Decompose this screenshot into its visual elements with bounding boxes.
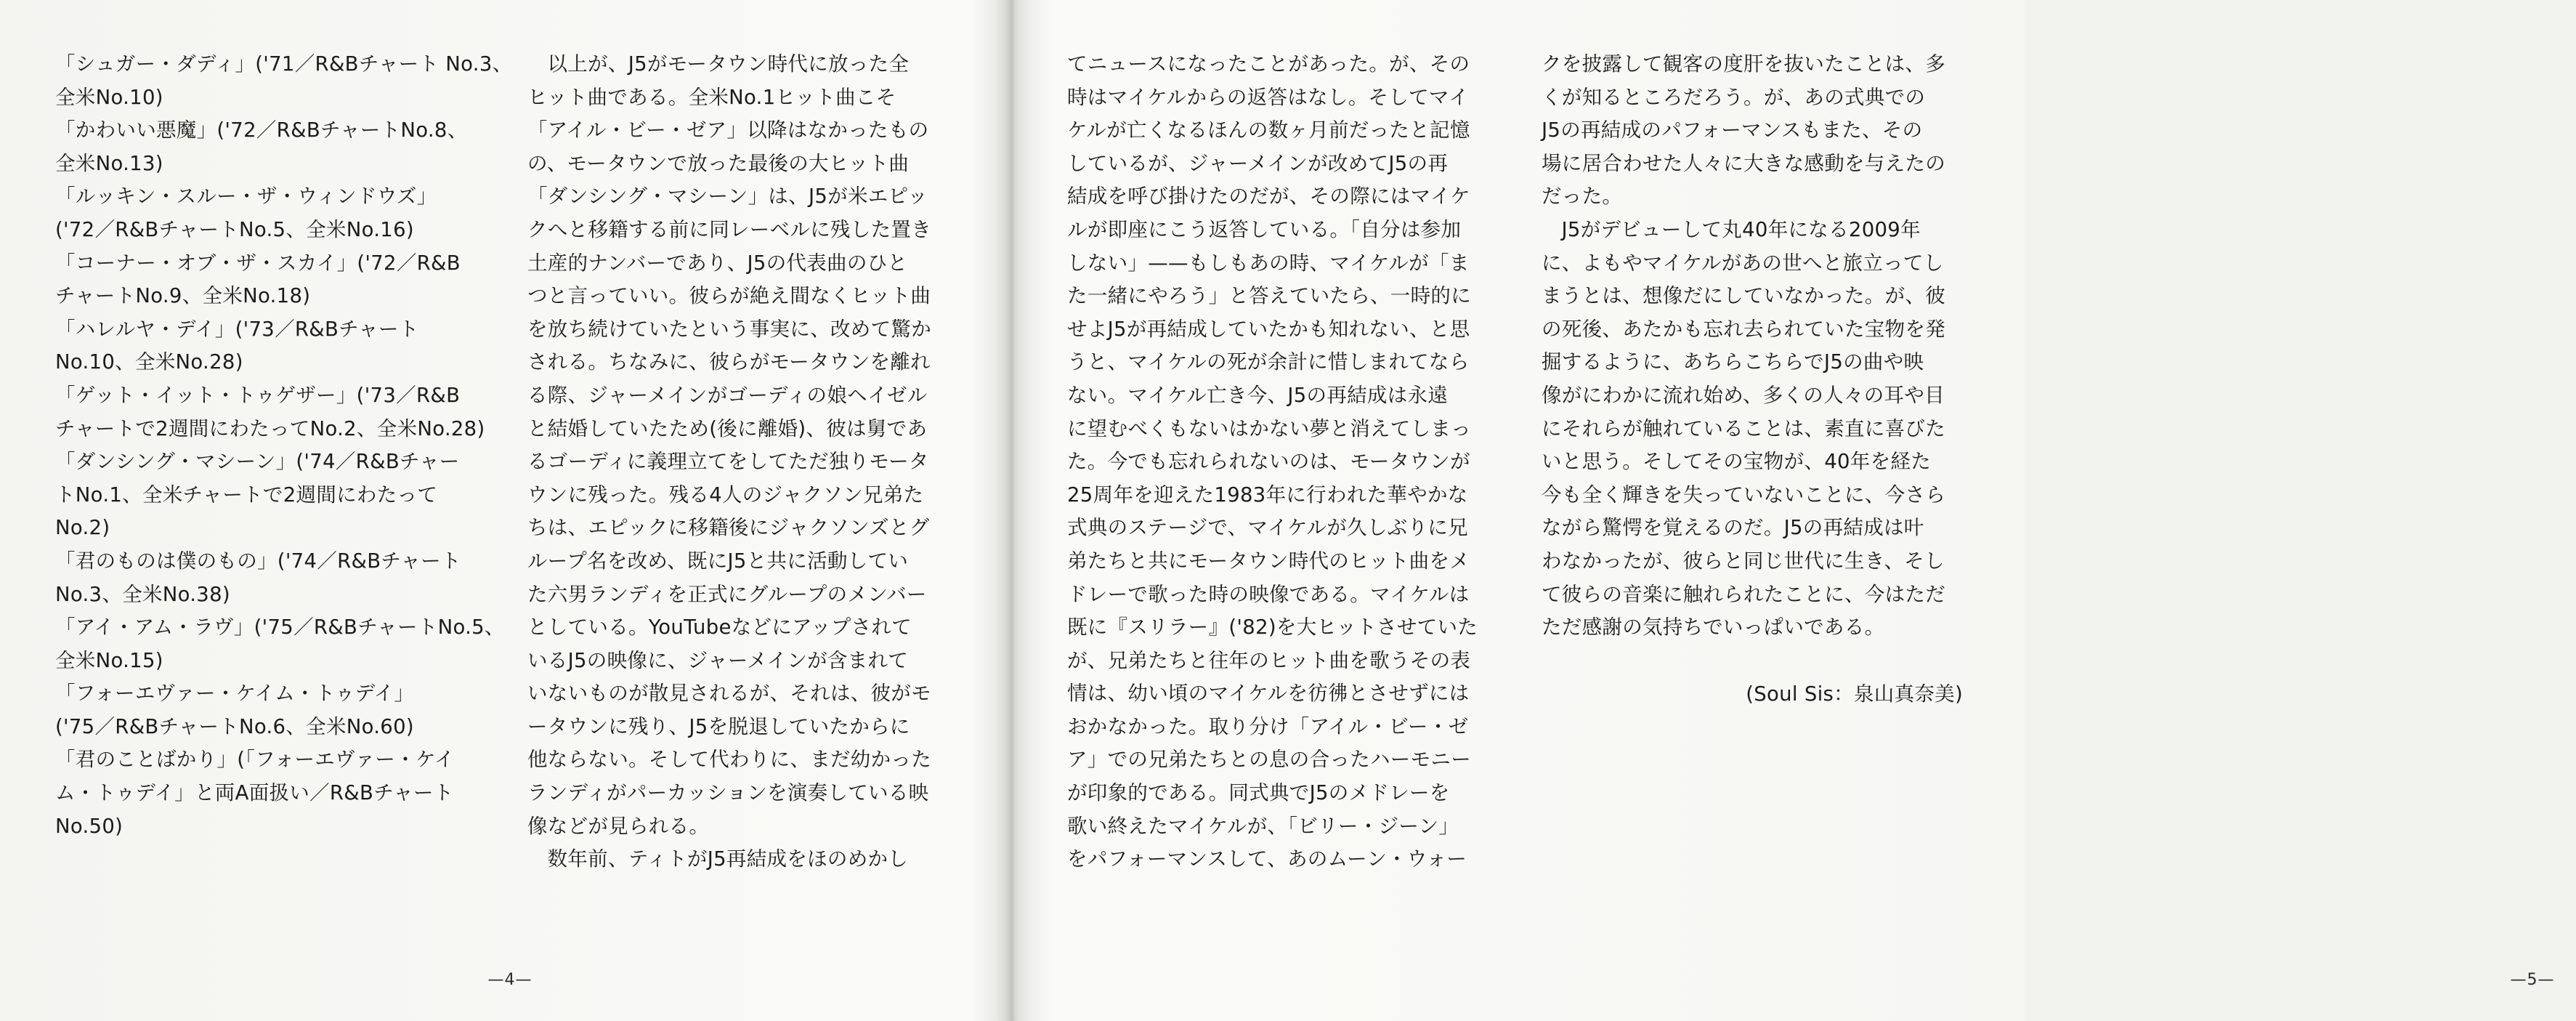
text-line: 像などが見られる。 (527, 814, 710, 838)
text-line: 既に『スリラー』('82)を大ヒットさせていた (1067, 616, 1478, 639)
text-line: ム・トゥデイ」と両A面扱い／R&Bチャート (55, 781, 454, 805)
text-line: ウンに残った。残る4人のジャクソン兄弟た (527, 483, 924, 507)
text-line: 今も全く輝きを失っていないことに、今さら (1542, 483, 1945, 507)
text-line: ループ名を改め、既にJ5と共に活動してい (527, 549, 909, 573)
text-line: を放ち続けていたという事実に、改めて驚か (527, 317, 931, 341)
text-line: まうとは、想像だにしていなかった。が、彼 (1542, 284, 1945, 308)
page-number: —5— (2510, 971, 2555, 989)
text-line: ただ感謝の気持ちでいっぱいである。 (1542, 616, 1885, 639)
text-line: た。今でも忘れられないのは、モータウンが (1067, 450, 1470, 474)
chart-history-column (55, 48, 513, 843)
text-line: 場に居合わせた人々に大きな感動を与えたの (1542, 151, 1945, 175)
text-line: チャートNo.9、全米No.18) (55, 284, 311, 308)
text-line: 歌い終えたマイケルが、「ビリー・ジーン」 (1067, 814, 1459, 838)
text-line: チャートで2週間にわたってNo.2、全米No.28) (55, 416, 485, 440)
text-line: 「かわいい悪魔」('72／R&BチャートNo.8、 (55, 118, 468, 142)
text-line: るゴーディに義理立てをしてただ独りモータ (527, 450, 929, 474)
text-line: ('72／R&BチャートNo.5、全米No.16) (55, 217, 414, 241)
text-line: ア」での兄弟たちとの息の合ったハーモニー (1067, 748, 1471, 772)
text-line: 式典のステージで、マイケルが久しぶりに兄 (1067, 516, 1468, 540)
text-line: 像がにわかに流れ始め、多くの人々の耳や目 (1542, 383, 1945, 407)
text-line: No.3、全米No.38) (55, 582, 230, 606)
text-line: J5の再結成のパフォーマンスもまた、その (1542, 118, 1923, 142)
text-line: ータウンに残り、J5を脱退していたからに (527, 714, 910, 738)
text-line: No.2) (55, 516, 110, 540)
text-line: 全米No.10) (55, 85, 163, 109)
text-line: しない」——もしもあの時、マイケルが「ま (1067, 251, 1470, 275)
text-line: 情は、幼い頃のマイケルを彷彿とさせずには (1067, 682, 1470, 706)
text-line: 他ならない。そして代わりに、まだ幼かった (527, 748, 931, 772)
text-line: おかなかった。取り分け「アイル・ビー・ゼ (1067, 714, 1469, 738)
text-line: てニュースになったことがあった。が、その (1067, 52, 1470, 76)
text-line: が印象的である。同式典でJ5のメドレーを (1067, 781, 1450, 805)
essay-column-3 (1542, 48, 1992, 711)
text-line: される。ちなみに、彼らがモータウンを離れ (527, 350, 931, 374)
text-line: いと思う。そしてその宝物が、40年を経た (1542, 450, 1931, 474)
essay-column-1 (527, 48, 963, 876)
text-line: ケルが亡くなるほんの数ヶ月前だったと記憶 (1067, 118, 1470, 142)
text-line: No.10、全米No.28) (55, 350, 243, 374)
text-line: 以上が、J5がモータウン時代に放った全 (547, 52, 910, 76)
text-line: 「ルッキン・スルー・ザ・ウィンドウズ」 (55, 185, 437, 209)
text-line: て彼らの音楽に触れられたことに、今はただ (1542, 582, 1945, 606)
text-line: 「シュガー・ダディ」('71／R&Bチャート No.3、 (55, 52, 513, 76)
text-line: 結成を呼び掛けたのだが、その際にはマイケ (1067, 185, 1470, 209)
text-line: に望むべくもないはかない夢と消えてしまっ (1067, 416, 1471, 440)
text-line: の死後、あたかも忘れ去られていた宝物を発 (1542, 317, 1945, 341)
text-line: しているが、ジャーメインが改めてJ5の再 (1067, 151, 1449, 175)
text-line: が、兄弟たちと往年のヒット曲を歌うその表 (1067, 648, 1471, 672)
author-byline: (Soul Sis：泉山真奈美) (1746, 682, 1963, 706)
text-line: ちは、エピックに移籍後にジャクソンズとグ (527, 516, 930, 540)
essay-column-2 (1067, 48, 1503, 876)
text-line: うと、マイケルの死が余計に惜しまれてなら (1067, 350, 1470, 374)
text-line: 掘するように、あちらこちらでJ5の曲や映 (1542, 350, 1924, 374)
text-line: 弟たちと共にモータウン時代のヒット曲をメ (1067, 549, 1470, 573)
text-line: わなかったが、彼らと同じ世代に生き、そし (1542, 549, 1945, 573)
text-line: ない。マイケル亡き今、J5の再結成は永遠 (1067, 383, 1449, 407)
text-line: 「君のものは僕のもの」('74／R&Bチャート (55, 549, 461, 573)
text-line: としている。YouTubeなどにアップされて (527, 616, 912, 639)
text-line: と結婚していたため(後に離婚)、彼は舅であ (527, 416, 928, 440)
text-line: の、モータウンで放った最後の大ヒット曲 (527, 151, 910, 175)
text-line: ヒット曲である。全米No.1ヒット曲こそ (527, 85, 896, 109)
text-line: 全米No.15) (55, 648, 163, 672)
text-line: 「コーナー・オブ・ザ・スカイ」('72／R&B (55, 251, 461, 275)
text-line: 「ゲット・イット・トゥゲザー」('73／R&B (55, 383, 461, 407)
page-4 (0, 0, 1012, 1021)
text-line: No.50) (55, 814, 123, 838)
text-line: ('75／R&BチャートNo.6、全米No.60) (55, 714, 414, 738)
text-line: た六男ランディを正式にグループのメンバー (527, 582, 927, 606)
text-line: 「ダンシング・マシーン」は、J5が米エピッ (527, 185, 928, 209)
text-line: 25周年を迎えた1983年に行われた華やかな (1067, 483, 1468, 507)
text-line: をパフォーマンスして、あのムーン・ウォー (1067, 847, 1467, 871)
text-line: にそれらが触れていることは、素直に喜びた (1542, 416, 1945, 440)
text-line: ドレーで歌った時の映像である。マイケルは (1067, 582, 1470, 606)
text-line: ルが即座にこう返答している。「自分は参加 (1067, 217, 1462, 241)
text-line: 「ハレルヤ・デイ」('73／R&Bチャート (55, 317, 419, 341)
text-line: 「アイル・ビー・ゼア」以降はなかったもの (527, 118, 929, 142)
text-line: いないものが散見されるが、それは、彼がモ (527, 682, 931, 706)
text-line: 「フォーエヴァー・ケイム・トゥデイ」 (55, 682, 415, 706)
text-line: 数年前、ティトがJ5再結成をほのめかし (547, 847, 909, 871)
text-line: J5がデビューして丸40年になる2009年 (1561, 217, 1921, 241)
text-line: くが知るところだろう。が、あの式典での (1542, 85, 1926, 109)
text-line: た一緒にやろう」と答えていたら、一時的に (1067, 284, 1471, 308)
text-line: 「アイ・アム・ラヴ」('75／R&BチャートNo.5、 (55, 616, 505, 639)
text-line: 全米No.13) (55, 151, 163, 175)
text-line: 「君のことばかり」(「フォーエヴァー・ケイ (55, 748, 455, 772)
text-line: クへと移籍する前に同レーベルに残した置き (527, 217, 931, 241)
text-line: に、よもやマイケルがあの世へと旅立ってし (1542, 251, 1944, 275)
text-line: ランディがパーカッションを演奏している映 (527, 781, 929, 805)
text-line: つと言っていい。彼らが絶え間なくヒット曲 (527, 284, 931, 308)
page-number: —4— (487, 971, 532, 989)
text-line: せよJ5が再結成していたかも知れない、と思 (1067, 317, 1470, 341)
text-line: る際、ジャーメインがゴーディの娘ヘイゼル (527, 383, 928, 407)
text-line: クを披露して観客の度肝を抜いたことは、多 (1542, 52, 1945, 76)
text-line: トNo.1、全米チャートで2週間にわたって (55, 483, 438, 507)
text-line: 土産的ナンバーであり、J5の代表曲のひと (527, 251, 908, 275)
text-line: 「ダンシング・マシーン」('74／R&Bチャー (55, 450, 460, 474)
text-line: 時はマイケルからの返答はなし。そしてマイ (1067, 85, 1469, 109)
page-5 (1012, 0, 2555, 1021)
text-line: だった。 (1542, 185, 1623, 209)
text-line: いるJ5の映像に、ジャーメインが含まれて (527, 648, 909, 672)
text-line: ながら驚愕を覚えるのだ。J5の再結成は叶 (1542, 516, 1924, 540)
